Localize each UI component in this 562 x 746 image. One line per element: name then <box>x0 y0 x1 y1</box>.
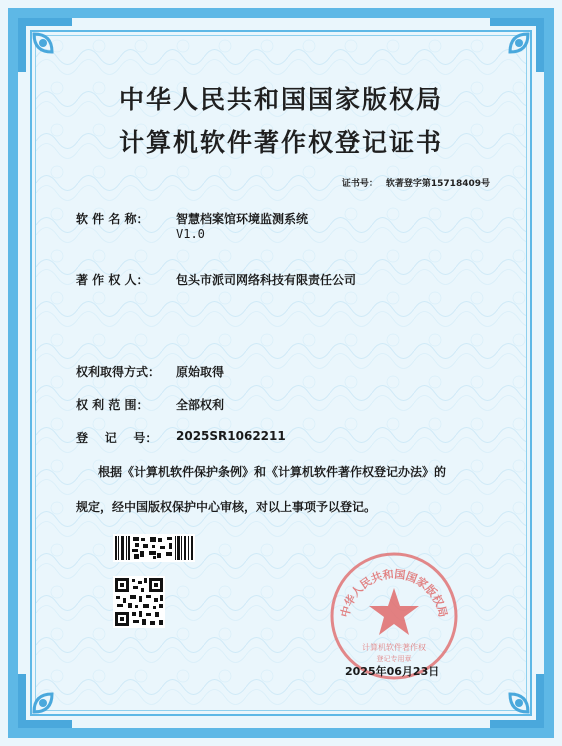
acquisition-method-value: 原始取得 <box>176 365 225 379</box>
certificate-number-value: 软著登字第15718409号 <box>385 179 490 189</box>
certificate-number-label: 证书号： <box>341 179 378 189</box>
barcode-icon <box>113 534 195 562</box>
issue-date: 2025年06月23日 <box>345 665 440 678</box>
corner-ornament-icon <box>480 12 550 82</box>
corner-ornament-icon <box>12 12 82 82</box>
statement-line-1: 根据《计算机软件保护条例》和《计算机软件著作权登记办法》的 <box>98 465 447 479</box>
corner-ornament-icon <box>12 664 82 734</box>
seal-inner-text-1: 计算机软件著作权 <box>362 643 426 652</box>
seal-ring-text: 中华人民共和国国家版权局 <box>338 567 450 619</box>
issuer-title: 中华人民共和国国家版权局 <box>118 85 443 114</box>
software-name-label: 软 件 名 称： <box>76 212 149 226</box>
acquisition-method-row <box>76 363 224 380</box>
acquisition-method-label: 权利取得方式： <box>76 365 161 379</box>
rights-scope-label: 权 利 范 围： <box>76 398 149 412</box>
certificate-title: 计算机软件著作权登记证书 <box>118 128 443 157</box>
copyright-holder-value: 包头市派司网络科技有限责任公司 <box>176 273 357 287</box>
rights-scope-value: 全部权利 <box>176 398 225 412</box>
registration-number-label: 登 记 号： <box>76 431 158 445</box>
copyright-holder-row <box>76 271 356 288</box>
qr-code-icon <box>113 576 165 628</box>
certificate-number <box>342 176 490 189</box>
copyright-holder-label: 著 作 权 人： <box>76 273 149 287</box>
software-version: V1.0 <box>176 227 205 241</box>
seal-inner-text-2: 登记专用章 <box>376 655 412 663</box>
software-name-text: 智慧档案馆环境监测系统 <box>176 212 309 226</box>
statement-line-2: 规定，经中国版权保护中心审核，对以上事项予以登记。 <box>76 500 377 514</box>
software-name-row <box>76 210 308 241</box>
corner-ornament-icon <box>480 664 550 734</box>
rights-scope-row <box>76 396 224 413</box>
software-name-value <box>176 210 308 241</box>
registration-number-value: 2025SR1062211 <box>176 429 286 443</box>
registration-number-row <box>76 429 286 446</box>
